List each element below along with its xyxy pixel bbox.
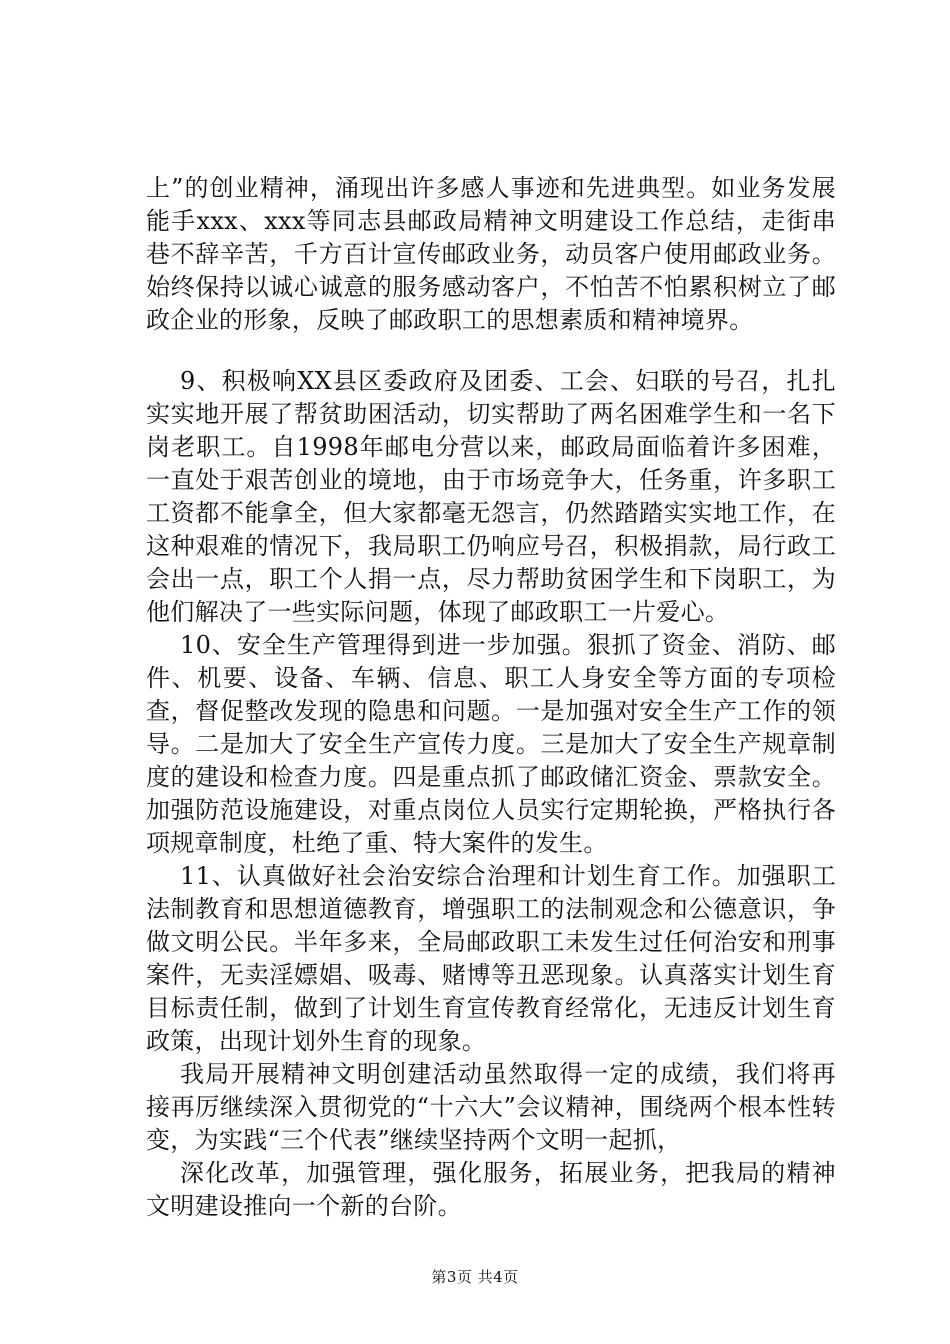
paragraph-5: 我局开展精神文明创建活动虽然取得一定的成绩，我们将再接再厉继续深入贯彻党的“十六大”会议精神，围绕两个根本性转变，为实践“三个代表”继续坚持两个文明一起抓， bbox=[146, 1060, 836, 1154]
document-body bbox=[146, 172, 836, 1223]
page-footer: 第3页 共4页 bbox=[431, 1268, 519, 1286]
paragraph-4: 11、认真做好社会治安综合治理和计划生育工作。加强职工法制教育和思想道德教育，增强职工的法制观念和公德意识，争做文明公民。半年多来，全局邮政职工未发生过任何治安和刑事案件，无卖淫嫖娼、吸毒、赌博等丑恶现象。认真落实计划生育目标责任制，做到了计划生育宣传教育经常化，无违反计划生育政策，出现计划外生育的现象。 bbox=[146, 862, 836, 1055]
paragraph-3: 10、安全生产管理得到进一步加强。狠抓了资金、消防、邮件、机要、设备、车辆、信息、职工人身安全等方面的专项检查，督促整改发现的隐患和问题。一是加强对安全生产工作的领导。二是加大了安全生产宣传力度。三是加大了安全生产规章制度的建设和检查力度。四是重点抓了邮政储汇资金、票款安全。加强防范设施建设，对重点岗位人员实行定期轮换，严格执行各项规章制度，杜绝了重、特大案件的发生。 bbox=[146, 631, 836, 857]
paragraph-6: 深化改革，加强管理，强化服务，拓展业务，把我局的精神文明建设推向一个新的台阶。 bbox=[146, 1159, 836, 1220]
paragraph-1: 上”的创业精神，涌现出许多感人事迹和先进典型。如业务发展能手xxx、xxx等同志县邮政局精神文明建设工作总结，走街串巷不辞辛苦，千方百计宣传邮政业务，动员客户使用邮政业务。始终保持以诚心诚意的服务感动客户，不怕苦不怕累积树立了邮政企业的形象，反映了邮政职工的思想素质和精神境界。 bbox=[146, 174, 836, 334]
paragraph-2: 9、积极响XX县区委政府及团委、工会、妇联的号召，扎扎实实地开展了帮贫助困活动，切实帮助了两名困难学生和一名下岗老职工。自1998年邮电分营以来，邮政局面临着许多困难，一直处于艰苦创业的境地，由于市场竞争大，任务重，许多职工工资都不能拿全，但大家都毫无怨言，仍然踏踏实实地工作，在这种艰难的情况下，我局职工仍响应号召，积极捐款，局行政工会出一点，职工个人捐一点，尽力帮助贫困学生和下岗职工，为他们解决了一些实际问题，体现了邮政职工一片爱心。 bbox=[146, 367, 836, 626]
